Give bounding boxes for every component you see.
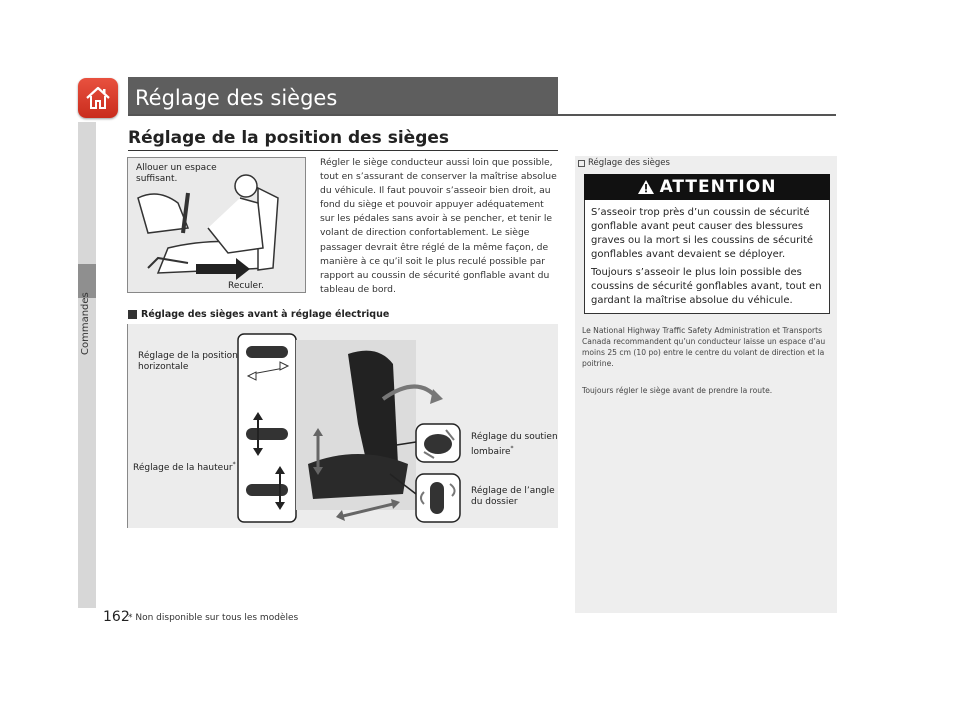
subsection-heading	[128, 309, 389, 320]
bullet-square-icon	[128, 310, 137, 319]
figure-label-back: Reculer.	[228, 281, 264, 291]
label-lumbar-star: *	[510, 445, 514, 452]
label-height-star: *	[232, 461, 236, 468]
label-height	[133, 459, 243, 474]
warning-paragraph-1: S’asseoir trop près d’un coussin de sécurité gonflable avant peut causer des blessures graves ou la mort si les coussins de sécurité gonflables avant devaient se déployer.	[591, 207, 814, 260]
warning-title-text: ATTENTION	[659, 177, 777, 197]
note-paragraph-2: Toujours régler le siège avant de prendre la route.	[582, 386, 773, 395]
page-number: 162	[103, 609, 130, 625]
home-icon	[85, 86, 111, 110]
section-title: Réglage de la position des sièges	[128, 128, 450, 148]
note-box-icon	[578, 160, 585, 167]
figure-label-space: Allouer un espace suffisant.	[136, 163, 217, 184]
sidebar-label: Commandes	[80, 292, 91, 355]
sidebar-strip-top	[78, 122, 96, 264]
power-seat-figure	[127, 324, 558, 528]
label-recline: Réglage de l’angle du dossier	[471, 486, 555, 507]
footnote: * Non disponible sur tous les modèles	[128, 613, 299, 623]
section-underline	[128, 150, 558, 151]
notes-header-text: Réglage des sièges	[588, 158, 670, 168]
label-lumbar	[471, 432, 559, 458]
subsection-title: Réglage des sièges avant à réglage électrique	[141, 309, 390, 320]
label-horizontal: Réglage de la position horizontale	[138, 351, 238, 372]
warning-title	[584, 174, 830, 200]
warning-triangle-icon	[638, 180, 654, 194]
warning-paragraph-2: Toujours s’asseoir le plus loin possible des coussins de sécurité gonflables avant, tout en gardant la maîtrise absolue du véhicule.	[591, 267, 822, 306]
seat-paragraph: Régler le siège conducteur aussi loin que possible, tout en s’assurant de conserver la maîtrise absolue du véhicule. Il faut pouvoir s’asseoir bien droit, au fond du siège et pouvoir appuyer adéquatement sur les pédales sans avoir à se pencher, et tenir le volant de direction confortablement. Le siège passager devrait être réglé de la même façon, de manière à ce qu’il soit le plus reculé possible par rapport au coussin de sécurité gonflable avant du tableau de bord.	[320, 157, 557, 295]
home-button[interactable]	[78, 78, 118, 118]
page-title: Réglage des sièges	[135, 86, 338, 110]
label-lumbar-text: Réglage du soutien lombaire	[471, 432, 558, 457]
header-underline	[128, 114, 836, 116]
notes-header	[578, 158, 670, 168]
note-paragraph-1: Le National Highway Traffic Safety Administration et Transports Canada recommandent qu’un conducteur laisse un espace d’au moins 25 cm (10 po) entre le centre du volant de direction et la poitrine.	[582, 326, 826, 368]
label-height-text: Réglage de la hauteur	[133, 463, 233, 473]
